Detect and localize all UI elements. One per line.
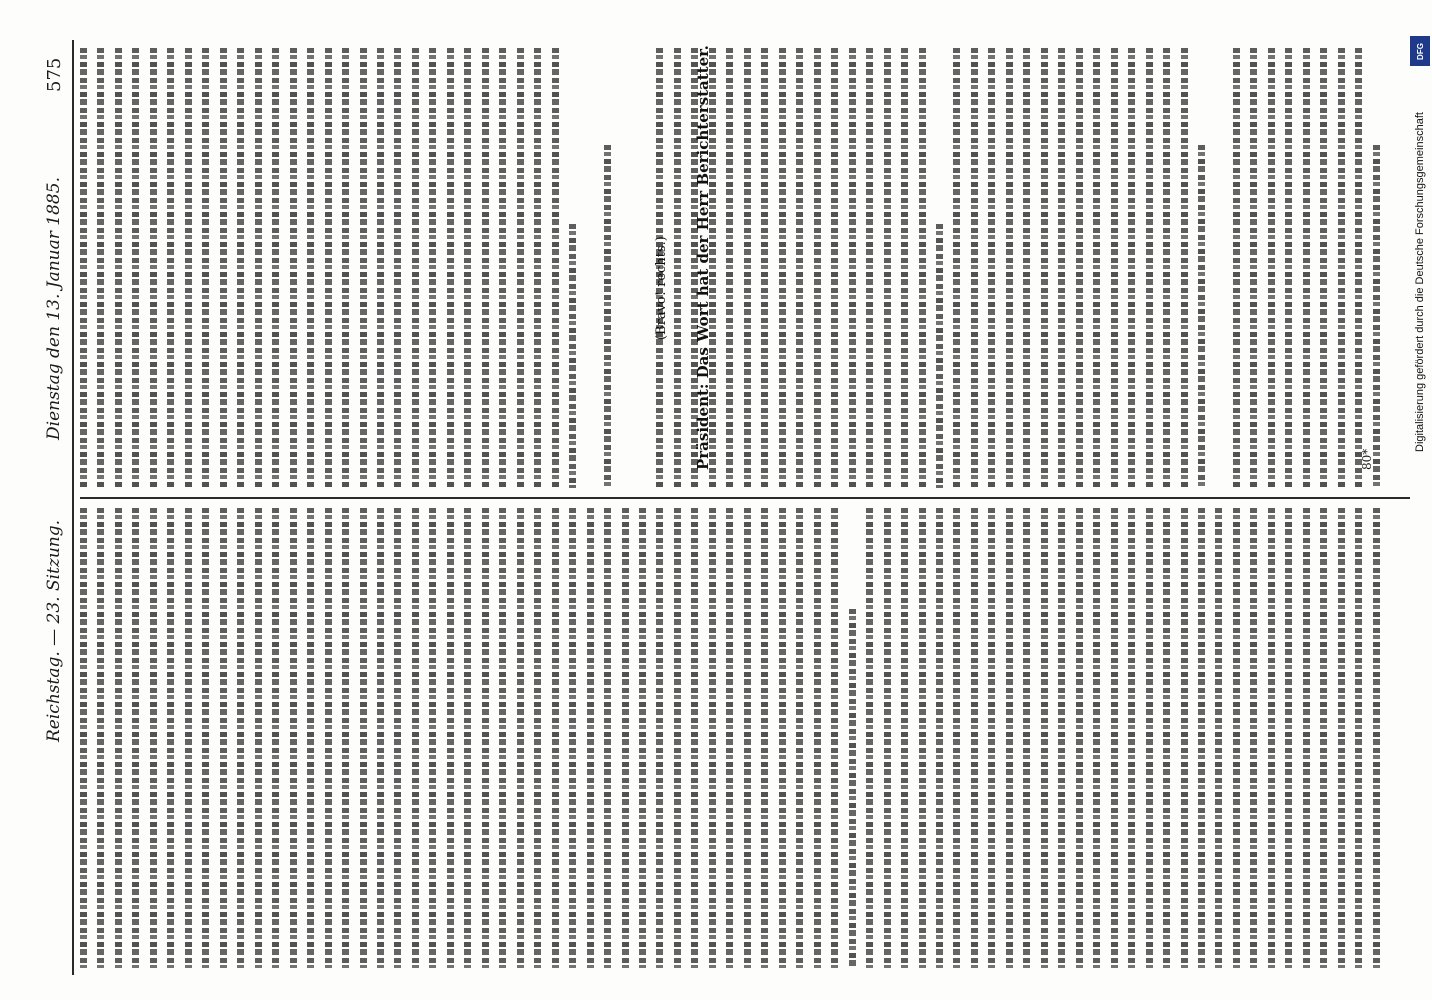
text-line [656,508,663,968]
header-session: Reichstag. — 23. Sitzung. [44,519,64,742]
text-line [1250,48,1257,488]
text-line [185,48,192,488]
text-line [1163,508,1170,968]
text-line [1076,48,1083,488]
text-column-bottom [80,508,1380,968]
text-line [377,508,384,968]
spacer [639,48,646,488]
text-line [866,48,873,488]
text-line [1198,145,1205,488]
text-line [80,48,87,488]
text-line [779,508,786,968]
text-line [150,48,157,488]
text-line [307,508,314,968]
text-line [552,508,559,968]
text-line [1233,48,1240,488]
text-line [255,48,262,488]
text-line [569,508,576,968]
text-line [1303,48,1310,488]
text-line [325,508,332,968]
text-line [1355,48,1362,488]
text-line [517,508,524,968]
text-line [255,508,262,968]
text-line [674,508,681,968]
text-line [761,508,768,968]
text-line [272,48,279,488]
text-line [744,508,751,968]
text-line [1285,508,1292,968]
text-line [132,48,139,488]
text-line [901,48,908,488]
text-line [1058,508,1065,968]
text-line [1023,508,1030,968]
applause-note: (Bravo! rechts.) [654,236,669,340]
text-line [220,48,227,488]
text-line [1111,508,1118,968]
text-line [604,145,611,488]
text-line [919,508,926,968]
text-line [988,48,995,488]
text-line [1006,508,1013,968]
text-line [901,508,908,968]
text-line [1146,48,1153,488]
text-column-top [80,48,1380,488]
text-line [167,508,174,968]
text-line [237,508,244,968]
text-line [779,48,786,488]
text-line [831,48,838,488]
text-line [953,508,960,968]
text-line [936,508,943,968]
text-line [796,508,803,968]
text-line [622,508,629,968]
text-line [849,609,856,968]
text-line [429,508,436,968]
text-line [447,508,454,968]
text-line [150,508,157,968]
text-line [202,508,209,968]
text-line [1163,48,1170,488]
text-line [988,508,995,968]
text-line [971,48,978,488]
text-line [814,48,821,488]
text-line [517,48,524,488]
text-line [587,508,594,968]
text-line [80,508,87,968]
text-line [342,508,349,968]
text-line [167,48,174,488]
text-line [814,508,821,968]
text-line [744,48,751,488]
text-line [464,508,471,968]
spacer [622,48,629,488]
text-line [1268,48,1275,488]
text-line [971,508,978,968]
text-line [1006,48,1013,488]
text-line [534,48,541,488]
text-line [1041,508,1048,968]
text-line [604,508,611,968]
text-line [936,224,943,488]
text-line [1093,48,1100,488]
text-line [1128,508,1135,968]
text-line [499,48,506,488]
text-line [394,48,401,488]
footer-signature: 80* [1360,448,1374,470]
text-line [884,48,891,488]
text-line [237,48,244,488]
text-line [97,508,104,968]
text-line [360,48,367,488]
text-line [1093,508,1100,968]
text-line [1303,508,1310,968]
text-line [482,48,489,488]
spacer [1215,48,1222,488]
text-line [1320,508,1327,968]
header-date: Dienstag den 13. Januar 1885. [44,177,64,440]
text-line [272,508,279,968]
dfg-credit: Digitalisierung gefördert durch die Deutsche Forschungsgemeinschaft [1414,112,1426,452]
text-line [1215,508,1222,968]
text-line [1111,48,1118,488]
text-line [569,224,576,488]
spacer [587,48,594,488]
text-line [1320,48,1327,488]
text-line [290,508,297,968]
text-line [1041,48,1048,488]
text-line [325,48,332,488]
text-line [132,508,139,968]
text-line [464,48,471,488]
text-line [1146,508,1153,968]
text-line [360,508,367,968]
text-line [115,508,122,968]
text-line [290,48,297,488]
text-line [953,48,960,488]
text-line [1058,48,1065,488]
text-line [185,508,192,968]
text-line [1181,48,1188,488]
text-line [482,508,489,968]
text-line [674,48,681,488]
text-line [412,508,419,968]
text-line [307,48,314,488]
text-line [220,508,227,968]
header-rule [72,40,74,975]
text-line [831,508,838,968]
text-line [429,48,436,488]
text-line [115,48,122,488]
text-line [1128,48,1135,488]
text-line [534,508,541,968]
text-line [202,48,209,488]
text-line [866,508,873,968]
text-line [1373,508,1380,968]
text-line [761,48,768,488]
text-line [884,508,891,968]
text-line [1373,145,1380,488]
column-divider [80,497,1410,499]
text-line [1250,508,1257,968]
text-line [97,48,104,488]
text-line [726,508,733,968]
text-line [709,508,716,968]
page-number: 575 [44,57,65,92]
text-line [412,48,419,488]
text-line [394,508,401,968]
text-line [919,48,926,488]
text-line [1285,48,1292,488]
dfg-logo: DFG [1410,36,1430,66]
text-line [1268,508,1275,968]
text-line [796,48,803,488]
text-line [1338,508,1345,968]
text-line [377,48,384,488]
text-line [1181,508,1188,968]
text-line [1198,508,1205,968]
text-line [1355,508,1362,968]
text-line [849,48,856,488]
text-line [552,48,559,488]
text-line [1076,508,1083,968]
text-line [1023,48,1030,488]
text-line [1338,48,1345,488]
text-line [342,48,349,488]
text-line [691,508,698,968]
text-line [639,508,646,968]
president-heading: Präsident: Das Wort hat der Herr Berichterstatter. [694,45,712,470]
text-line [447,48,454,488]
text-line [1233,508,1240,968]
text-line [499,508,506,968]
text-line [726,48,733,488]
